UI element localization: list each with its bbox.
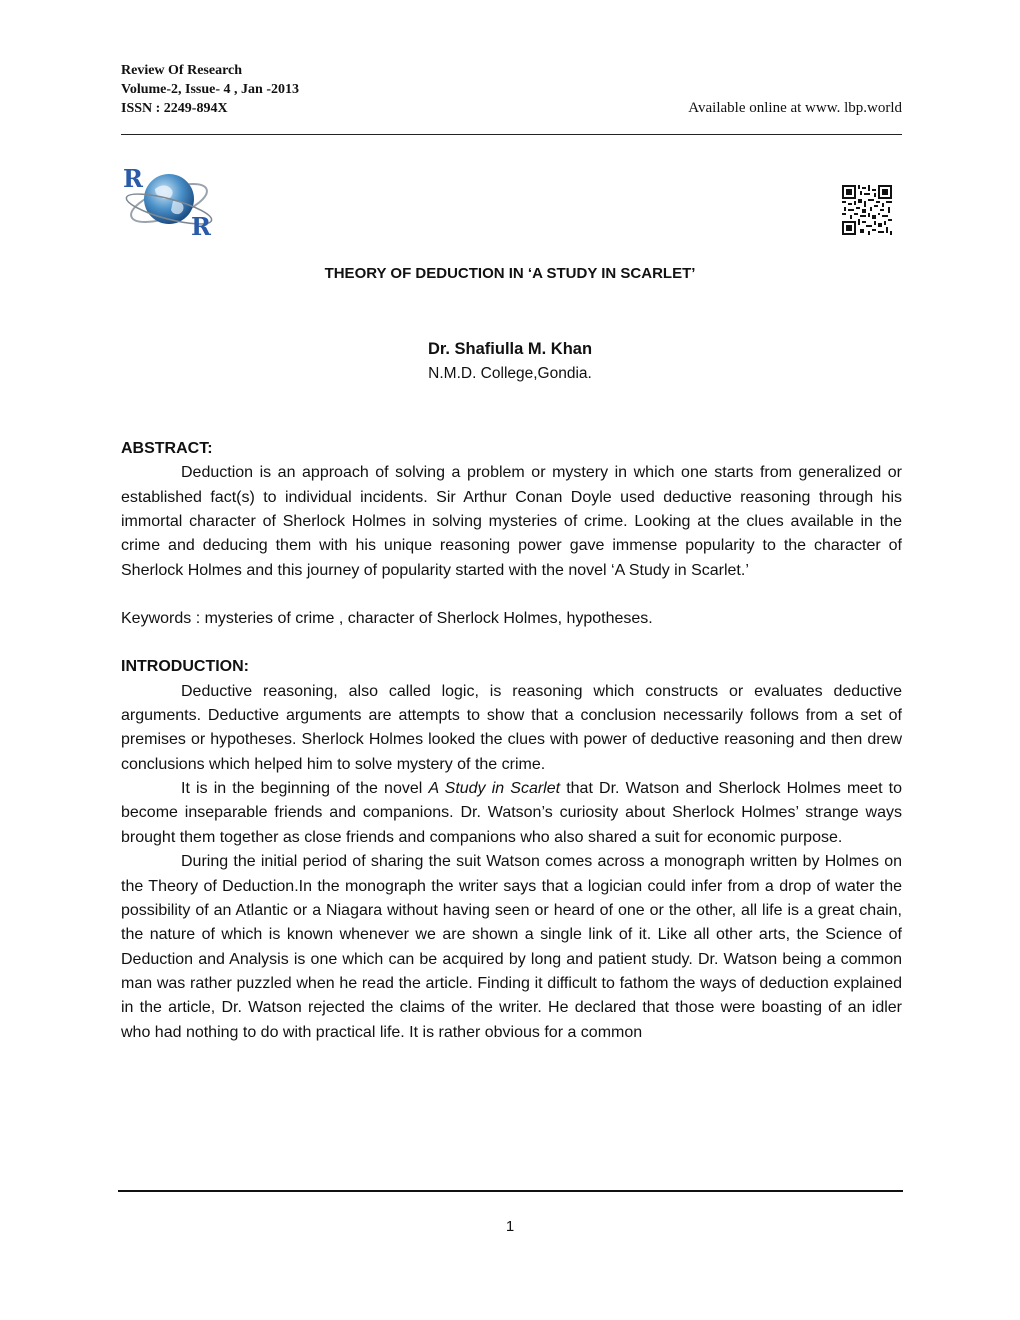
footer-divider xyxy=(118,1190,903,1192)
introduction-paragraph-2: It is in the beginning of the novel A Study in Scarlet that Dr. Watson and Sherlock Holmes meet to become inseparable friends and companions. Dr. Watson’s curiosity about Sherlock Holmes’ strange ways brought them together as close friends and companions who also shared a suit for economic purpose. xyxy=(121,780,903,846)
introduction-paragraph-1: Deductive reasoning, also called logic, is reasoning which constructs or evaluates deductive arguments. Deductive arguments are attempts to show that a conclusion necessarily follows from a set of premises or hypotheses. Sherlock Holmes looked the clues with power of deductive reasoning and then drew conclusions which helped him to solve mystery of the crime. xyxy=(121,682,902,773)
journal-name: Review Of Research xyxy=(121,63,243,78)
abstract-text: Deduction is an approach of solving a problem or mystery in which one starts from generalized or established fact(s) to individual incidents. Sir Arthur Conan Doyle used deductive reasoning through his immortal character of Sherlock Holmes in solving mysteries of crime. Looking at the clues available in the crime and deducing them with his unique reasoning power gave immense popularity to the character of Sherlock Holmes and this journey of popularity started with the novel ‘A Study in Scarlet.’ xyxy=(121,464,902,579)
page-number: 1 xyxy=(505,1218,515,1235)
journal-logo xyxy=(121,163,217,239)
paper-body xyxy=(121,437,902,1045)
logo-letter-bottom: R xyxy=(191,212,211,239)
novel-title-italic: A Study in Scarlet xyxy=(428,780,561,798)
journal-issn-row xyxy=(121,99,902,118)
logo-letter-top: R xyxy=(123,164,143,193)
paper-title: THEORY OF DEDUCTION IN ‘A STUDY IN SCARLET’ xyxy=(324,265,696,282)
journal-volume: Volume-2, Issue- 4 , Jan -2013 xyxy=(121,82,299,97)
author-affiliation: N.M.D. College,Gondia. xyxy=(428,365,592,382)
introduction-heading: INTRODUCTION: xyxy=(121,658,249,676)
introduction-paragraph-3: During the initial period of sharing the suit Watson comes across a monograph written by Holmes on the Theory of Deduction.In the monograph the writer says that a logician could infer from a drop of water the possibility of an Atlantic or a Niagara without having seen or heard of one or the other, all life is a great chain, the nature of which is known whenever we are shown a single link of it. Like all other arts, the Science of Deduction and Analysis is one which can be acquired by long and patient study. Dr. Watson being a common man was rather puzzled when he read the article. Finding it difficult to fathom the ways of deduction explained in the article, Dr. Watson rejected the claims of the writer. He declared that those were boasting of an idler who had nothing to do with practical life. It is rather obvious for a common xyxy=(121,853,902,1041)
journal-online-link: Available online at www. lbp.world xyxy=(688,100,902,116)
abstract-heading: ABSTRACT: xyxy=(121,440,213,457)
journal-issn: ISSN : 2249-894X xyxy=(121,101,228,116)
journal-header xyxy=(121,61,902,118)
header-divider xyxy=(121,134,902,135)
keywords: Keywords : mysteries of crime , character of Sherlock Holmes, hypotheses. xyxy=(121,610,653,628)
author-name: Dr. Shafiulla M. Khan xyxy=(427,340,593,358)
qr-code xyxy=(842,185,892,235)
